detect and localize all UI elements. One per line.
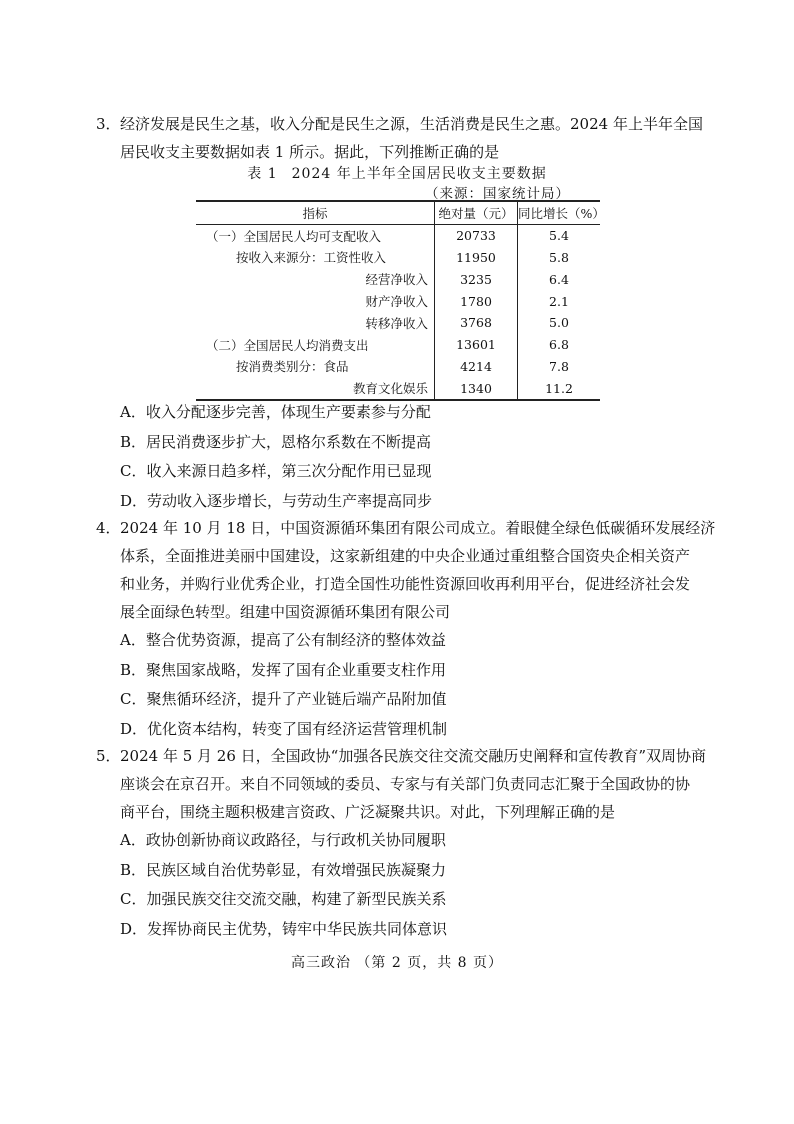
column-header: 绝对量（元） [435, 201, 518, 224]
table-row: 财产净收入 1780 2.1 [196, 290, 600, 312]
table-row: 按消费类别分：食品 4214 7.8 [196, 356, 600, 378]
question-5: 5．2024 年 5 月 26 日，全国政协“加强各民族交往交流交融历史阐释和宣传教育”双周协商 座谈会在京召开。来自不同领域的委员、专家与有关部门负责同志汇聚于全国政协的协 商平台，围绕主题积极建言资政、广泛凝聚共识。对此，下列理解正确的是 A．政协创新协商议政路径，与行政机关协同履职 B．民族区域自治优势彰显，有效增强民族凝聚力 C．加强民族交往交流交融，构建了新型民族关系 D．发挥协商民主优势，铸牢中华民族共同体意识 [96, 742, 676, 944]
table-header-row [196, 201, 600, 224]
option-b[interactable]: B．民族区域自治优势彰显，有效增强民族凝聚力 [120, 860, 447, 879]
question-number: 3． [96, 115, 121, 133]
question-number: 5． [96, 747, 121, 765]
question-3-stem: 3．经济发展是民生之基，收入分配是民生之源，生活消费是民生之惠。2024 年上半年全国 [96, 110, 676, 138]
column-header: 同比增长（%） [518, 205, 605, 221]
table-row: 转移净收入 3768 5.0 [196, 312, 600, 334]
question-5-stem: 5．2024 年 5 月 26 日，全国政协“加强各民族交往交流交融历史阐释和宣传教育”双周协商 [96, 742, 676, 770]
question-4-stem: 4．2024 年 10 月 18 日，中国资源循环集团有限公司成立。着眼健全绿色低碳循环发展经济 [96, 514, 676, 542]
option-c[interactable]: C．聚焦循环经济，提升了产业链后端产品附加值 [120, 690, 447, 708]
income-expenditure-table [196, 200, 605, 401]
option-a[interactable]: A．政协创新协商议政路径，与行政机关协同履职 [120, 831, 446, 849]
option-d[interactable]: D．发挥协商民主优势，铸牢中华民族共同体意识 [120, 919, 448, 938]
option-b[interactable]: B．居民消费逐步扩大，恩格尔系数在不断提高 [120, 432, 432, 451]
table-row: （一）全国居民人均可支配收入 20733 5.4 [196, 224, 600, 246]
question-3-options [96, 398, 676, 516]
table-row: 按收入来源分：工资性收入 11950 5.8 [196, 247, 600, 269]
question-number: 4． [96, 519, 121, 537]
option-c[interactable]: C．加强民族交往交流交融，构建了新型民族关系 [120, 890, 447, 908]
table-row: 经营净收入 3235 6.4 [196, 268, 600, 290]
page-footer: 高三政治 （第 2 页，共 8 页） [290, 955, 504, 971]
option-a[interactable]: A．整合优势资源，提高了公有制经济的整体效益 [120, 631, 446, 649]
option-d[interactable]: D．劳动收入逐步增长，与劳动生产率提高同步 [120, 491, 433, 510]
question-4: 4．2024 年 10 月 18 日，中国资源循环集团有限公司成立。着眼健全绿色低碳循环发展经济 体系，全面推进美丽中国建设，这家新组建的中央企业通过重组整合国资央企相关资产 和业务，并购行业优秀企业，打造全国性功能性资源回收再利用平台，促进经济社会发 展全面绿色转型。组建中国资源循环集团有限公司 A．整合优势资源，提高了公有制经济的整体效益 B．聚焦国家战略，发挥了国有企业重要支柱作用 C．聚焦循环经济，提升了产业链后端产品附加值 D．优化资本结构，转变了国有经济运营管理机制 [96, 514, 676, 744]
column-header: 指标 [302, 205, 328, 221]
option-b[interactable]: B．聚焦国家战略，发挥了国有企业重要支柱作用 [120, 660, 447, 679]
option-a[interactable]: A．收入分配逐步完善，体现生产要素参与分配 [120, 403, 431, 421]
option-c[interactable]: C．收入来源日趋多样，第三次分配作用已显现 [120, 462, 432, 480]
table-source: （来源：国家统计局） [425, 186, 570, 202]
table-row: 教育文化娱乐 1340 11.2 [196, 377, 600, 400]
table-caption: 表 1 2024 年上半年全国居民收支主要数据 [247, 166, 547, 182]
table-row: （二）全国居民人均消费支出 13601 6.8 [196, 334, 600, 356]
question-3: 3．经济发展是民生之基，收入分配是民生之源，生活消费是民生之惠。2024 年上半年全国 居民收支主要数据如表 1 所示。据此，下列推断正确的是 [96, 110, 676, 166]
option-d[interactable]: D．优化资本结构，转变了国有经济运营管理机制 [120, 719, 448, 738]
